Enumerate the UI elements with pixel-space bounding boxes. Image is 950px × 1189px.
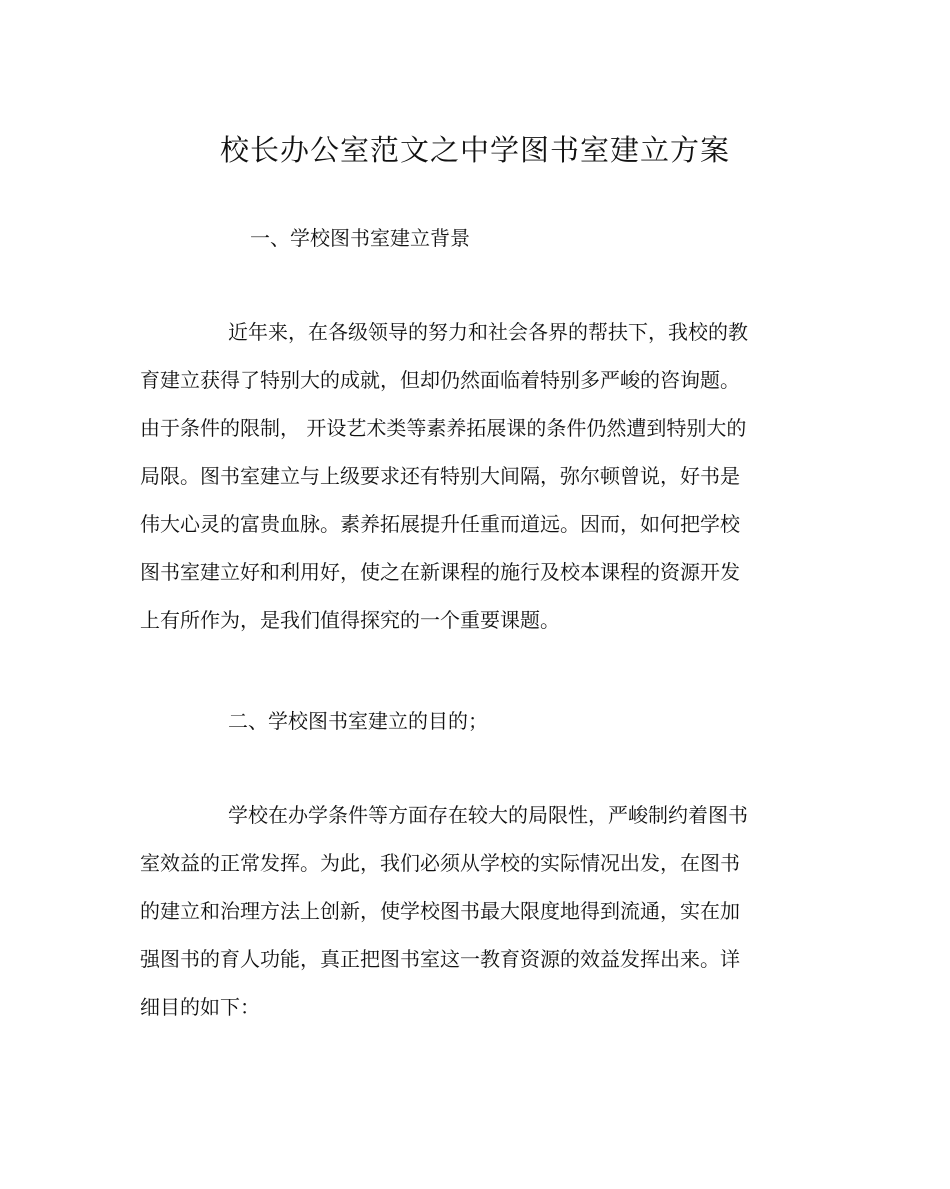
- paragraph-line: 近年来，在各级领导的努力和社会各界的帮扶下，我校的教: [228, 320, 748, 344]
- paragraph-line: 伟大心灵的富贵血脉。素养拓展提升任重而道远。因而，如何把学校: [140, 512, 740, 536]
- paragraph-line: 局限。图书室建立与上级要求还有特别大间隔，弥尔顿曾说，好书是: [140, 464, 740, 488]
- document-title: 校长办公室范文之中学图书室建立方案: [219, 133, 730, 167]
- paragraph-line: 室效益的正常发挥。为此，我们必须从学校的实际情况出发，在图书: [140, 851, 740, 875]
- paragraph-line: 强图书的育人功能，真正把图书室这一教育资源的效益发挥出来。详: [140, 947, 740, 971]
- paragraph-line: 育建立获得了特别大的成就，但却仍然面临着特别多严峻的咨询题。: [140, 368, 740, 392]
- paragraph-line: 学校在办学条件等方面存在较大的局限性，严峻制约着图书: [228, 803, 748, 827]
- paragraph-line: 细目的如下：: [140, 995, 260, 1019]
- paragraph-line: 由于条件的限制， 开设艺术类等素养拓展课的条件仍然遭到特别大的: [140, 416, 747, 440]
- paragraph-line: 上有所作为，是我们值得探究的一个重要课题。: [140, 608, 560, 632]
- section-2-heading: 二、学校图书室建立的目的；: [228, 709, 488, 733]
- section-1-paragraph: [140, 315, 800, 651]
- section-2-paragraph: [140, 798, 800, 1038]
- paragraph-line: 图书室建立好和利用好，使之在新课程的施行及校本课程的资源开发: [140, 560, 740, 584]
- section-1-heading: 一、学校图书室建立背景: [250, 226, 470, 250]
- paragraph-line: 的建立和治理方法上创新，使学校图书最大限度地得到流通，实在加: [140, 899, 740, 923]
